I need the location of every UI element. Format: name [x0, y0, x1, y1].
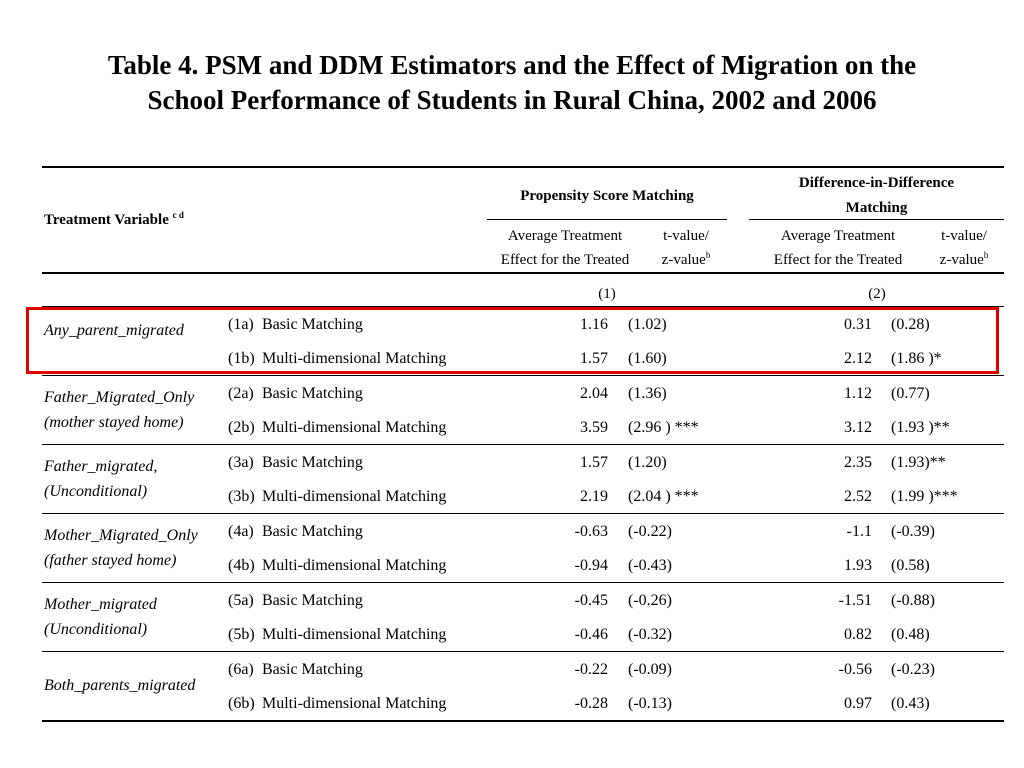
table-title	[0, 48, 1024, 118]
group-separator-rule	[42, 513, 1004, 514]
treatment-label: (mother stayed home)	[44, 414, 184, 431]
psm-t-value: (1.60)	[628, 350, 667, 367]
psm-tz-footnote: b	[705, 250, 711, 260]
psm-estimate: 1.16	[580, 316, 608, 333]
did-t-value: (1.93)**	[891, 454, 946, 471]
psm-t-value: (-0.13)	[628, 695, 672, 712]
psm-ate-header-line1: Average Treatment	[507, 228, 623, 244]
did-estimate: 2.12	[844, 350, 872, 367]
column-number-1: (1)	[598, 286, 616, 302]
psm-estimate: -0.28	[574, 695, 608, 712]
did-t-value: (-0.39)	[891, 523, 935, 540]
group-separator-rule	[42, 582, 1004, 583]
method-label: Basic Matching	[262, 592, 363, 609]
did-ate-header-line1: Average Treatment	[780, 228, 896, 244]
treatment-label: Mother_migrated	[44, 596, 157, 613]
row-id: (6a)	[228, 661, 254, 678]
header-bottom-rule	[42, 272, 1004, 274]
did-underline	[749, 219, 1004, 220]
psm-tz-label: z-value	[661, 252, 706, 268]
method-label: Multi-dimensional Matching	[262, 695, 447, 712]
row-id: (5a)	[228, 592, 254, 609]
method-label: Multi-dimensional Matching	[262, 626, 447, 643]
method-label: Basic Matching	[262, 523, 363, 540]
did-estimate: 0.97	[844, 695, 872, 712]
psm-tz-header-line1: t-value/	[663, 228, 709, 244]
did-estimate: 2.35	[844, 454, 872, 471]
did-t-value: (1.99 )***	[891, 488, 958, 505]
did-ate-header-line2: Effect for the Treated	[773, 252, 903, 268]
psm-t-value: (2.04 ) ***	[628, 488, 699, 505]
did-t-value: (1.93 )**	[891, 419, 950, 436]
method-label: Basic Matching	[262, 661, 363, 678]
did-t-value: (0.43)	[891, 695, 930, 712]
psm-estimate: -0.63	[574, 523, 608, 540]
treatment-label: (Unconditional)	[44, 483, 148, 500]
row-id: (1a)	[228, 316, 254, 333]
did-estimate: -0.56	[838, 661, 872, 678]
psm-estimate: -0.22	[574, 661, 608, 678]
method-label: Multi-dimensional Matching	[262, 350, 447, 367]
group-separator-rule	[42, 444, 1004, 445]
did-t-value: (1.86 )*	[891, 350, 942, 367]
method-label: Multi-dimensional Matching	[262, 488, 447, 505]
psm-t-value: (-0.22)	[628, 523, 672, 540]
did-estimate: 0.31	[844, 316, 872, 333]
psm-estimate: -0.94	[574, 557, 608, 574]
did-tz-header-line2	[926, 250, 1002, 270]
treatment-label: (father stayed home)	[44, 552, 177, 569]
did-tz-label: z-value	[939, 252, 984, 268]
did-header-line2: Matching	[845, 200, 908, 216]
did-t-value: (0.58)	[891, 557, 930, 574]
column-number-2: (2)	[868, 286, 886, 302]
psm-t-value: (1.36)	[628, 385, 667, 402]
row-id: (2b)	[228, 419, 255, 436]
did-estimate: 1.12	[844, 385, 872, 402]
did-t-value: (0.48)	[891, 626, 930, 643]
row-id: (2a)	[228, 385, 254, 402]
did-t-value: (-0.23)	[891, 661, 935, 678]
treatment-label: Any_parent_migrated	[44, 322, 184, 339]
did-header-line1: Difference-in-Difference	[798, 175, 955, 191]
did-t-value: (-0.88)	[891, 592, 935, 609]
treatment-label: Mother_Migrated_Only	[44, 527, 198, 544]
psm-estimate: -0.46	[574, 626, 608, 643]
did-t-value: (0.28)	[891, 316, 930, 333]
did-estimate: 3.12	[844, 419, 872, 436]
did-tz-header-line1: t-value/	[941, 228, 987, 244]
psm-t-value: (2.96 ) ***	[628, 419, 699, 436]
top-rule	[42, 166, 1004, 168]
highlight-box	[26, 307, 999, 374]
group-separator-rule	[42, 375, 1004, 376]
psm-estimate: -0.45	[574, 592, 608, 609]
psm-estimate: 2.04	[580, 385, 608, 402]
treatment-label: Father_Migrated_Only	[44, 389, 195, 406]
psm-header: Propensity Score Matching	[520, 188, 694, 204]
psm-underline	[487, 219, 727, 220]
row-id: (4a)	[228, 523, 254, 540]
psm-t-value: (-0.32)	[628, 626, 672, 643]
table-title-line2: School Performance of Students in Rural China, 2002 and 2006	[147, 85, 877, 115]
row-id: (6b)	[228, 695, 255, 712]
psm-ate-header-line2: Effect for the Treated	[500, 252, 630, 268]
row-id: (1b)	[228, 350, 255, 367]
psm-estimate: 2.19	[580, 488, 608, 505]
treatment-label: Both_parents_migrated	[44, 677, 196, 694]
treatment-label: (Unconditional)	[44, 621, 148, 638]
method-label: Basic Matching	[262, 454, 363, 471]
method-label: Multi-dimensional Matching	[262, 557, 447, 574]
psm-t-value: (-0.26)	[628, 592, 672, 609]
row-id: (3a)	[228, 454, 254, 471]
row-id: (3b)	[228, 488, 255, 505]
psm-t-value: (1.02)	[628, 316, 667, 333]
psm-estimate: 1.57	[580, 350, 608, 367]
treatment-label: Father_migrated,	[44, 458, 158, 475]
method-label: Basic Matching	[262, 385, 363, 402]
did-estimate: -1.1	[846, 523, 872, 540]
psm-t-value: (1.20)	[628, 454, 667, 471]
method-label: Multi-dimensional Matching	[262, 419, 447, 436]
group-separator-rule	[42, 720, 1004, 722]
treatment-variable-footnote: c d	[172, 210, 184, 220]
did-t-value: (0.77)	[891, 385, 930, 402]
group-separator-rule	[42, 651, 1004, 652]
psm-tz-header-line2	[650, 250, 722, 270]
treatment-variable-label: Treatment Variable	[44, 212, 169, 228]
psm-estimate: 3.59	[580, 419, 608, 436]
psm-estimate: 1.57	[580, 454, 608, 471]
did-tz-footnote: b	[983, 250, 989, 260]
did-estimate: 0.82	[844, 626, 872, 643]
did-estimate: -1.51	[838, 592, 872, 609]
did-estimate: 1.93	[844, 557, 872, 574]
row-id: (4b)	[228, 557, 255, 574]
did-estimate: 2.52	[844, 488, 872, 505]
psm-t-value: (-0.43)	[628, 557, 672, 574]
treatment-variable-header	[44, 210, 184, 230]
method-label: Basic Matching	[262, 316, 363, 333]
table-title-line1: Table 4. PSM and DDM Estimators and the Effect of Migration on the	[107, 50, 917, 80]
row-id: (5b)	[228, 626, 255, 643]
psm-t-value: (-0.09)	[628, 661, 672, 678]
